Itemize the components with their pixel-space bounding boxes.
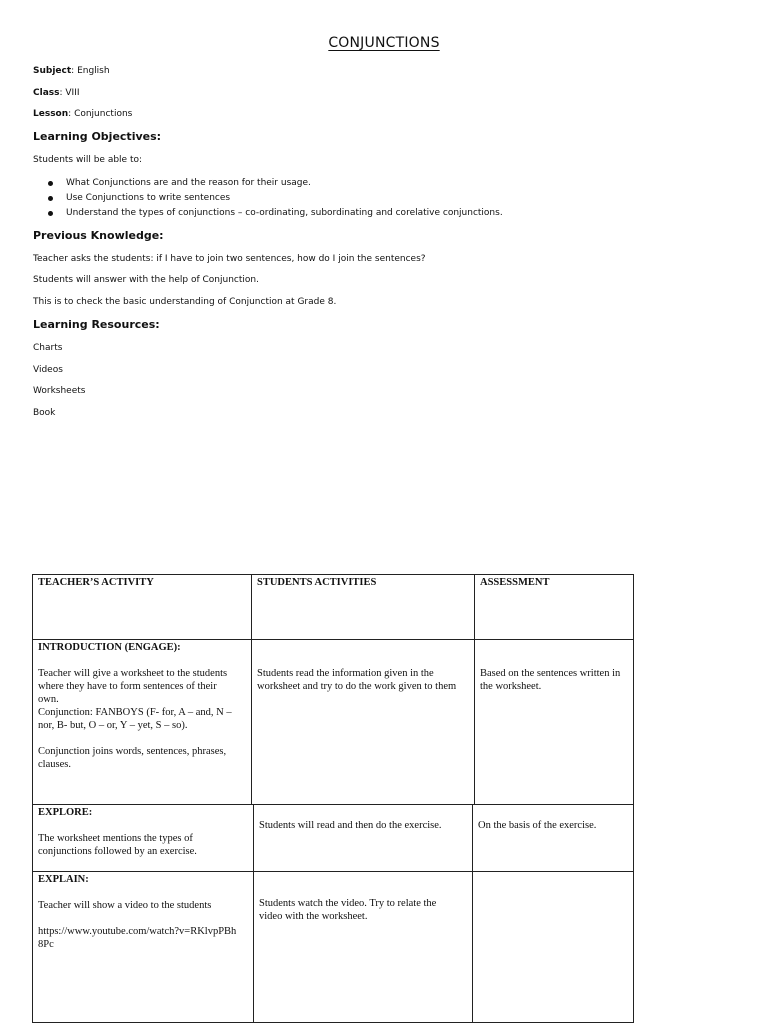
table-header-assessment: ASSESSMENT	[474, 574, 634, 640]
intro-teacher-line: where they have to form sentences of their	[38, 681, 217, 692]
intro-assessment-line: Based on the sentences written in	[480, 668, 621, 679]
explore-assessment-cell: On the basis of the exercise.	[472, 804, 634, 872]
intro-students-cell	[251, 639, 475, 805]
objectives-list	[33, 176, 503, 221]
intro-teacher-line: Conjunction joins words, sentences, phrases,	[38, 746, 227, 757]
intro-students-line: Students read the information given in the	[257, 668, 434, 679]
resources-heading: Learning Resources:	[33, 318, 160, 331]
resource-item: Book	[33, 408, 56, 418]
explain-students-line: Students watch the video. Try to relate the	[259, 898, 437, 909]
video-link[interactable]: 8Pc	[38, 939, 54, 950]
intro-students-line: worksheet and try to do the work given to them	[257, 681, 457, 692]
explore-teacher-line: conjunctions followed by an exercise.	[38, 846, 197, 857]
explain-assessment-cell	[472, 871, 634, 1023]
explain-teacher-line: Teacher will show a video to the students	[38, 900, 212, 911]
resource-item: Videos	[33, 365, 63, 375]
intro-teacher-line: clauses.	[38, 759, 71, 770]
objectives-heading: Learning Objectives:	[33, 130, 162, 143]
previous-line: Teacher asks the students: if I have to join two sentences, how do I join the sentences?	[33, 254, 426, 264]
intro-teacher-line: nor, B- but, O – or, Y – yet, S – so).	[38, 720, 188, 731]
intro-assessment-line: the worksheet.	[480, 681, 542, 692]
class-line: Class: VIII	[33, 88, 80, 98]
objective-item: Understand the types of conjunctions – co-ordinating, subordinating and corelative conjunctions.	[33, 206, 503, 221]
previous-line: Students will answer with the help of Conjunction.	[33, 275, 259, 285]
resource-item: Worksheets	[33, 386, 86, 396]
intro-teacher-line: own.	[38, 694, 59, 705]
video-link[interactable]: https://www.youtube.com/watch?v=RKlvpPBh	[38, 926, 237, 937]
intro-teacher-line: Conjunction: FANBOYS (F- for, A – and, N –	[38, 707, 232, 718]
document-title: CONJUNCTIONS	[328, 35, 440, 51]
table-header-students: STUDENTS ACTIVITIES	[251, 574, 475, 640]
objective-item: Use Conjunctions to write sentences	[33, 191, 503, 206]
intro-teacher-line: Teacher will give a worksheet to the students	[38, 668, 228, 679]
previous-line: This is to check the basic understanding of Conjunction at Grade 8.	[33, 297, 337, 307]
table-header-teacher: TEACHER’S ACTIVITY	[32, 574, 252, 640]
explain-students-line: video with the worksheet.	[259, 911, 368, 922]
objective-item: What Conjunctions are and the reason for their usage.	[33, 176, 503, 191]
explain-teacher-cell	[32, 871, 254, 1023]
subject-line: Subject: English	[33, 66, 110, 76]
explore-teacher-cell	[32, 804, 254, 872]
lesson-line: Lesson: Conjunctions	[33, 109, 133, 119]
intro-assessment-cell	[474, 639, 634, 805]
intro-title: INTRODUCTION (ENGAGE):	[38, 642, 181, 653]
intro-teacher-cell	[32, 639, 252, 805]
explain-students-cell	[253, 871, 473, 1023]
explore-students-cell: Students will read and then do the exercise.	[253, 804, 473, 872]
explore-title: EXPLORE:	[38, 807, 93, 818]
explain-title: EXPLAIN:	[38, 874, 89, 885]
previous-knowledge-heading: Previous Knowledge:	[33, 229, 164, 242]
resource-item: Charts	[33, 343, 63, 353]
explore-teacher-line: The worksheet mentions the types of	[38, 833, 193, 844]
objectives-intro: Students will be able to:	[33, 155, 143, 165]
